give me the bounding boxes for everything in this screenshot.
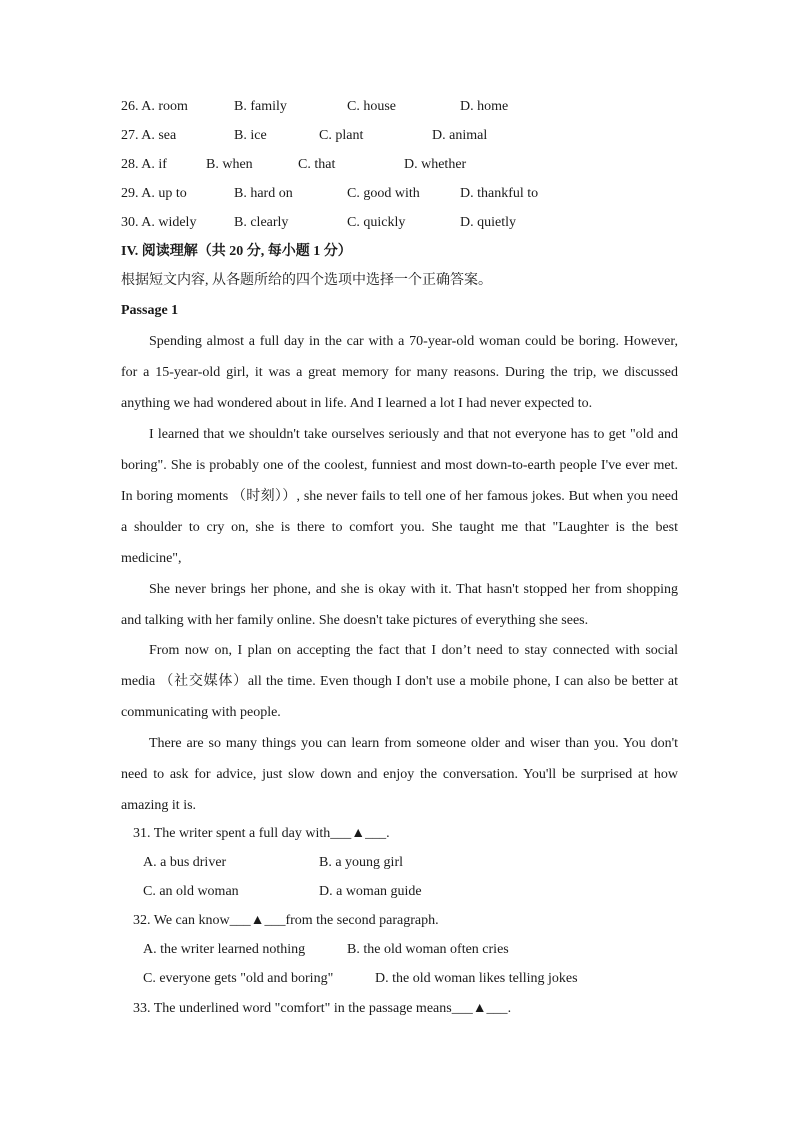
stem-end: .	[507, 1001, 512, 1016]
option-c: C. an old woman	[143, 884, 239, 899]
option-a	[121, 213, 196, 233]
option-b: B. family	[234, 99, 287, 114]
question-number: 29.	[121, 186, 139, 201]
option-b: B. when	[206, 157, 253, 172]
section-instruction: 根据短文内容, 从各题所给的四个选项中选择一个正确答案。	[121, 273, 492, 288]
answer-blank: ___▲___	[451, 1001, 508, 1016]
option-a	[121, 184, 187, 204]
option-d: D. animal	[432, 128, 488, 143]
option-a	[121, 126, 176, 146]
stem-text: 33. The underlined word "comfort" in the passage means	[133, 1001, 452, 1016]
stem-end: .	[386, 826, 390, 841]
passage-paragraph-2: I learned that we shouldn't take ourselves seriously and that not everyone has to get "old and boring". She is probably one of the coolest, funniest and most down-to-earth people I've ever met. In boring moments （时刻））, she never fails to tell one of her famous jokes. But when you need a shoulder to cry on, she is there to comfort you. She taught me that "Laughter is the best medicine",	[121, 427, 678, 566]
answer-blank: ___▲___	[330, 826, 387, 841]
option-c: C. plant	[319, 128, 364, 143]
option-a	[121, 155, 167, 175]
stem-text: 32. We can know	[133, 913, 230, 928]
option-c: C. everyone gets "old and boring"	[143, 971, 334, 986]
option-d: D. quietly	[460, 215, 516, 230]
question-stem	[133, 911, 439, 931]
question-number: 27.	[121, 128, 139, 143]
option-c: C. house	[347, 99, 396, 114]
option-text: A. up to	[141, 186, 187, 201]
stem-end: from the second paragraph.	[285, 913, 439, 928]
stem-text: 31. The writer spent a full day with	[133, 826, 331, 841]
answer-blank: ___▲___	[229, 913, 286, 928]
option-a: A. the writer learned nothing	[143, 942, 306, 957]
option-text: A. if	[141, 157, 167, 172]
option-c: C. good with	[347, 186, 420, 201]
option-d: D. the old woman likes telling jokes	[375, 971, 578, 986]
option-a: A. a bus driver	[143, 855, 227, 870]
option-text: A. sea	[141, 128, 177, 143]
option-b: B. ice	[234, 128, 267, 143]
passage-paragraph-4: From now on, I plan on accepting the fact that I don’t need to stay connected with social media （社交媒体）all the time. Even though I don't use a mobile phone, I can also be better at communicating with people.	[121, 643, 678, 720]
passage-paragraph-3: She never brings her phone, and she is okay with it. That hasn't stopped her from shopping and talking with her family online. She doesn't take pictures of everything she sees.	[121, 582, 678, 628]
passage-paragraph-5: There are so many things you can learn from someone older and wiser than you. You don't need to ask for advice, just slow down and enjoy the conversation. You'll be surprised at how amazing it is.	[121, 736, 678, 813]
question-number: 26.	[121, 99, 139, 114]
section-title: IV. 阅读理解（共 20 分, 每小题 1 分）	[121, 244, 352, 259]
option-text: A. widely	[141, 215, 197, 230]
option-a	[121, 97, 188, 117]
option-b: B. a young girl	[319, 855, 403, 870]
option-d: D. thankful to	[460, 186, 539, 201]
option-text: A. room	[141, 99, 188, 114]
passage-paragraph-1: Spending almost a full day in the car with a 70-year-old woman could be boring. However, for a 15-year-old girl, it was a great memory for many reasons. During the trip, we discussed anything we had wondered about in life. And I learned a lot I had never expected to.	[121, 334, 678, 411]
question-stem	[133, 999, 511, 1019]
option-d: D. home	[460, 99, 509, 114]
option-b: B. hard on	[234, 186, 293, 201]
option-c: C. quickly	[347, 215, 406, 230]
question-number: 28.	[121, 157, 139, 172]
option-c: C. that	[298, 157, 336, 172]
option-d: D. whether	[404, 157, 467, 172]
question-stem	[133, 824, 390, 844]
option-b: B. the old woman often cries	[347, 942, 509, 957]
question-number: 30.	[121, 215, 139, 230]
option-d: D. a woman guide	[319, 884, 422, 899]
option-b: B. clearly	[234, 215, 289, 230]
passage-title: Passage 1	[121, 303, 179, 318]
